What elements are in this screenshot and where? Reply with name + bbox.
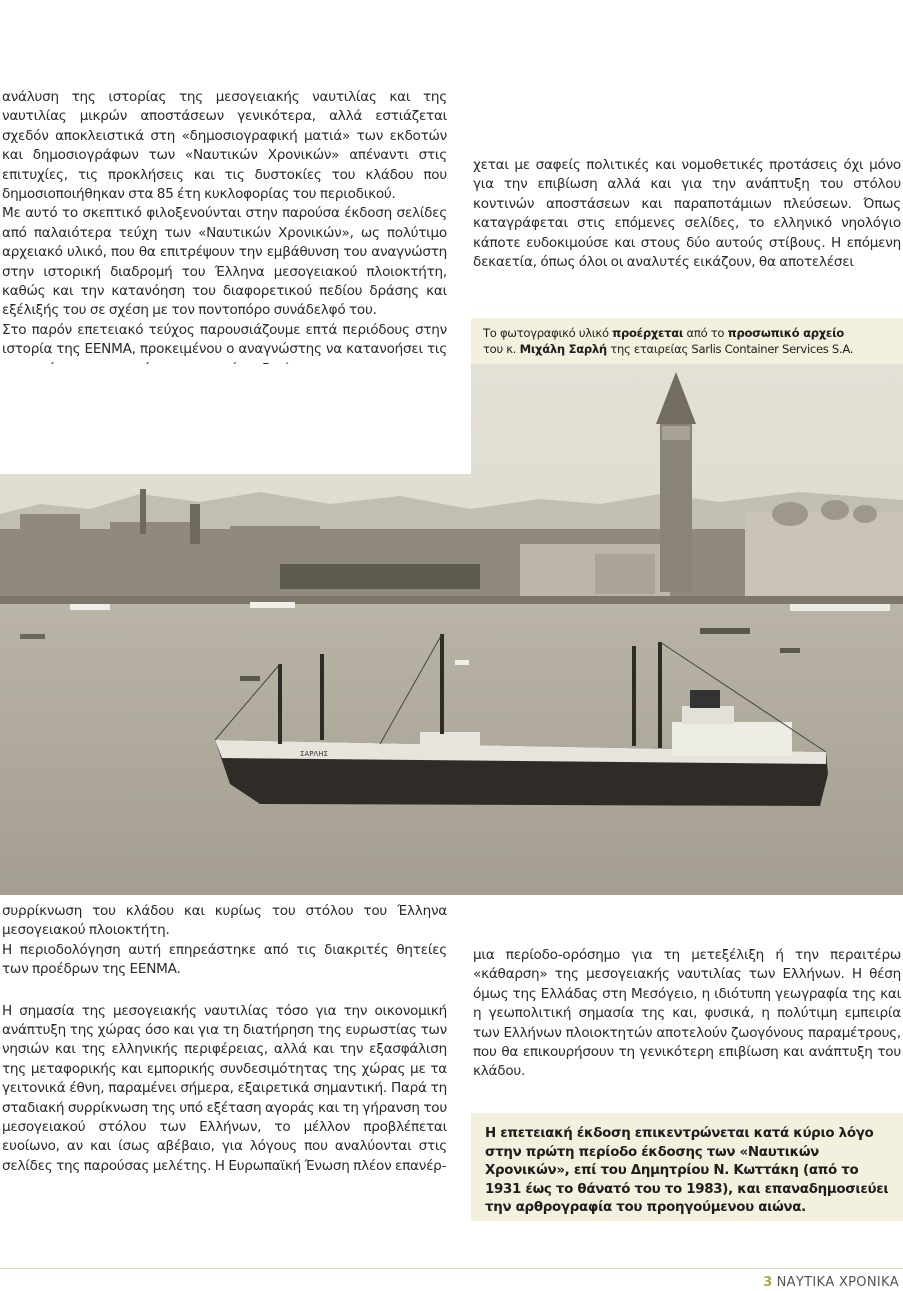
caption-bold: προέρχεται [612,326,684,340]
article-column-2 [473,156,901,272]
page-number: 3 [763,1275,773,1290]
caption-bold: προσωπικό αρχείο [727,326,844,340]
highlight-box: Η επετειακή έκδοση επικεντρώνεται κατά κύριο λόγο στην πρώτη περίοδο έκδοσης των «Ναυτικών Χρονικών», επί του Δημητρίου Ν. Κωττάκη (από το 1931 έως το θάνατό του το 1983), και επαναδημοσιεύει την αρθρογραφία του προηγούμενου αιώνα. [471,1113,903,1221]
article-column-4 [473,946,901,1082]
paragraph: μια περίοδο-ορόσημο για τη μετεξέλιξη ή την περαιτέρω «κάθαρση» της μεσογειακής ναυτιλίας των Ελλήνων. Η θέση όμως της Ελλάδας στη Μεσόγειο, η ιδιότυπη γεωγραφία της και η γεωπολιτική σημασία της και, φυσικά, η πολύτιμη εμπειρία των Ελλήνων πλοιοκτητών αποτελούν ζωογόνους παραμέτρους, που θα επικουρήσουν τη γενικότερη επιβίωση και ανάπτυξη του κλάδου. [473,947,901,1080]
paragraph: συρρίκνωση του κλάδου και κυρίως του στόλου του Έλληνα μεσογειακού πλοιοκτήτη. [2,903,447,939]
paragraph: Η περιοδολόγηση αυτή επηρεάστηκε από τις διακριτές θητείες των προέδρων της ΕΕΝΜΑ. [2,941,447,978]
page-footer [763,1275,899,1290]
article-column-1 [2,88,447,379]
paragraph: Η σημασία της μεσογειακής ναυτιλίας τόσο για την οικονομική ανάπτυξη της χώρας όσο και για τη διατήρηση της ευρωστίας των νησιών και της ελληνικής περιφέρειας, αλλά και την εξασφάλιση της μεταφορικής και εμπορικής συνδεσιμότητας της χώρας με τα γειτονικά έθνη, παραμένει σήμερα, εξαιρετικά σημαντική. Παρά τη σταδιακή συρρίκνωση της υπό εξέταση αγοράς και τη γήρανση του μεσογειακού στόλου των Ελλήνων, το μέλλον προβλέπεται ευοίωνο, αν και ίσως αβέβαιο, για λόγους που αναλύονται στις σελίδες της παρούσας μελέτης. Η Ευρωπαϊκή Ένωση πλέον επανέρ- [2,1002,447,1174]
paragraph: Με αυτό το σκεπτικό φιλοξενούνται στην παρούσα έκδοση σελίδες από παλαιότερα τεύχη των «Ναυτικών Χρονικών», ως πολύτιμο αρχειακό υλικό, που θα επιτρέψουν την εμβάθυνση του αναγνώστη στην ιστορική διαδρομή του Έλληνα μεσογειακού πλοιοκτήτη, καθώς και την κατανόηση του διαφορετικού πεδίου δράσης και εξέλιξής του σε σχέση με τον ποντοπόρο συνάδελφό του. [2,205,447,319]
paragraph: Στο παρόν επετειακό τεύχος παρουσιάζουμε επτά περιόδους στην ιστορία της ΕΕΝΜΑ, προκειμένου ο αναγνώστης να κατανοήσει τις [2,321,447,358]
caption-bold: Μιχάλη Σαρλή [519,341,607,356]
article-column-3 [2,902,447,1176]
ship-name: ΣΑΡΛΗΣ [300,750,328,758]
paragraph: χεται με σαφείς πολιτικές και νομοθετικές προτάσεις όχι μόνο για την επιβίωση αλλά και για την ανάπτυξη του στόλου κοντινών αποστάσεων και παραποτάμιων πλεύσεων. Όπως καταγράφεται στις επόμενες σελίδες, το ελληνικό νηολόγιο κάποτε ευδοκιμούσε και στους δύο αυτούς στίβους. Η επόμενη δεκαετία, όπως όλοι οι αναλυτές εικάζουν, θα αποτελέσει [473,157,901,271]
photo-caption: Το φωτογραφικό υλικό προέρχεται από το προσωπικό αρχείο του κ. Μιχάλη Σαρλή της εταιρείας Sarlis Container Services S.A. [471,318,903,364]
footer-divider [0,1268,903,1269]
photo-mask [0,364,471,474]
magazine-title: ΝΑΥΤΙΚΑ ΧΡΟΝΙΚΑ [776,1275,899,1290]
paragraph: ανάλυση της ιστορίας της μεσογειακής ναυτιλίας και της ναυτιλίας μικρών αποστάσεων γενικότερα, αλλά εστιάζεται σχεδόν αποκλειστικά στη «δημοσιογραφική ματιά» των εκδοτών και δημοσιογράφων των «Ναυτικών Χρονικών» απέναντι στις επιτυχίες, τις προκλήσεις και τις δυστοκίες του κλάδου που δημοσιοποιήθηκαν στα 85 έτη κυκλοφορίας του περιοδικού. [2,89,447,203]
